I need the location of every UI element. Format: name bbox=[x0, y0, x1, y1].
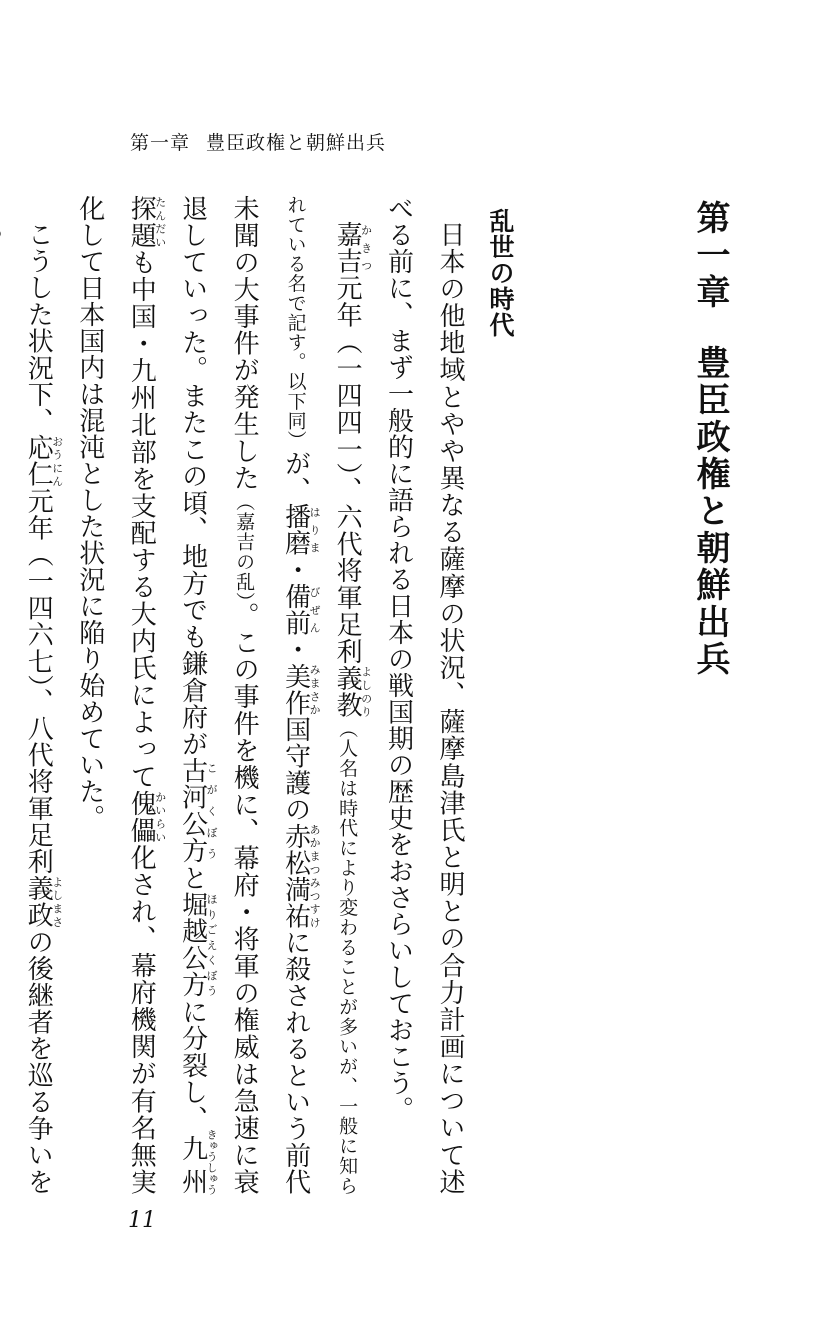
ruby-kairai: 傀儡かいらい bbox=[126, 789, 167, 845]
ruby-koga-kubo: 古河公方こがくぼう bbox=[177, 757, 219, 865]
ruby-bizen: 備前びぜん bbox=[280, 583, 322, 637]
section-heading: 乱世の時代 bbox=[486, 208, 515, 338]
ruby-harima: 播磨はりま bbox=[280, 503, 322, 557]
ruby-onin: 応仁おうにん bbox=[23, 434, 64, 488]
ruby-kyushu-tandai: 九州探題きゅうしゅうたんだい bbox=[126, 195, 219, 1196]
running-head bbox=[130, 128, 386, 155]
running-head-chapter: 第一章 bbox=[130, 132, 191, 154]
body-text bbox=[23, 195, 475, 1196]
chapter-title-text: 豊臣政権と朝鮮出兵 bbox=[690, 345, 730, 678]
chapter-number: 第一章 bbox=[690, 200, 730, 311]
paragraph-1: 日本の他地域とやや異なる薩摩の状況、薩摩島津氏と明との合力計画について述べる前に、まず一般的に語られる日本の戦国期の歴史をおさらいしておこう。 bbox=[383, 195, 465, 1195]
note-names: （人名は時代により変わることが多いが、一般に知られている名で記す。以下同） bbox=[284, 195, 359, 1196]
ruby-horigoe-kubo: 堀越公方ほりごえくぼう bbox=[177, 891, 219, 999]
paragraph-3: こうした状況下、応仁おうにん元年（一四六七）、八代将軍足利義政よしまさの後継者を巡る争いを bbox=[23, 221, 64, 1196]
page-number: 11 bbox=[128, 1208, 156, 1233]
ruby-yoshimasa: 義政よしまさ bbox=[23, 875, 64, 929]
paragraph-2: 嘉吉かきつ元年（一四四一）、六代将軍足利義教よしのり（人名は時代により変わることが多いが、一般に知られている名で記す。以下同）が、播磨はりま・備前びぜん・美作みまさか国守護の赤松満祐あかまつみつすけに殺されるという前代未聞の大事件が発生した（嘉吉の乱）。この事件を機に、幕府・将軍の権威は急速に衰退していった。またこの頃、地方でも鎌倉府が古河公方こがくぼうと堀越公方ほりごえくぼうに分裂し、九州探題きゅうしゅうたんだいも中国・九州北部を支配する大内氏によって傀儡かいらい化され、幕府機関が有名無実化して日本国内は混沌とした状況に陥り始めていた。 bbox=[74, 195, 373, 1196]
running-head-title: 豊臣政権と朝鮮出兵 bbox=[206, 132, 387, 154]
ruby-kakitsu: 嘉吉かきつ bbox=[332, 221, 373, 275]
ruby-akamatsu: 赤松満祐あかまつみつすけ bbox=[280, 822, 322, 930]
note-kakitsu-ran: （嘉吉の乱） bbox=[233, 491, 256, 603]
ruby-mimasaka: 美作みまさか bbox=[280, 662, 322, 717]
chapter-heading bbox=[690, 200, 730, 678]
ruby-yoshinori: 義教よしのり bbox=[332, 664, 373, 719]
